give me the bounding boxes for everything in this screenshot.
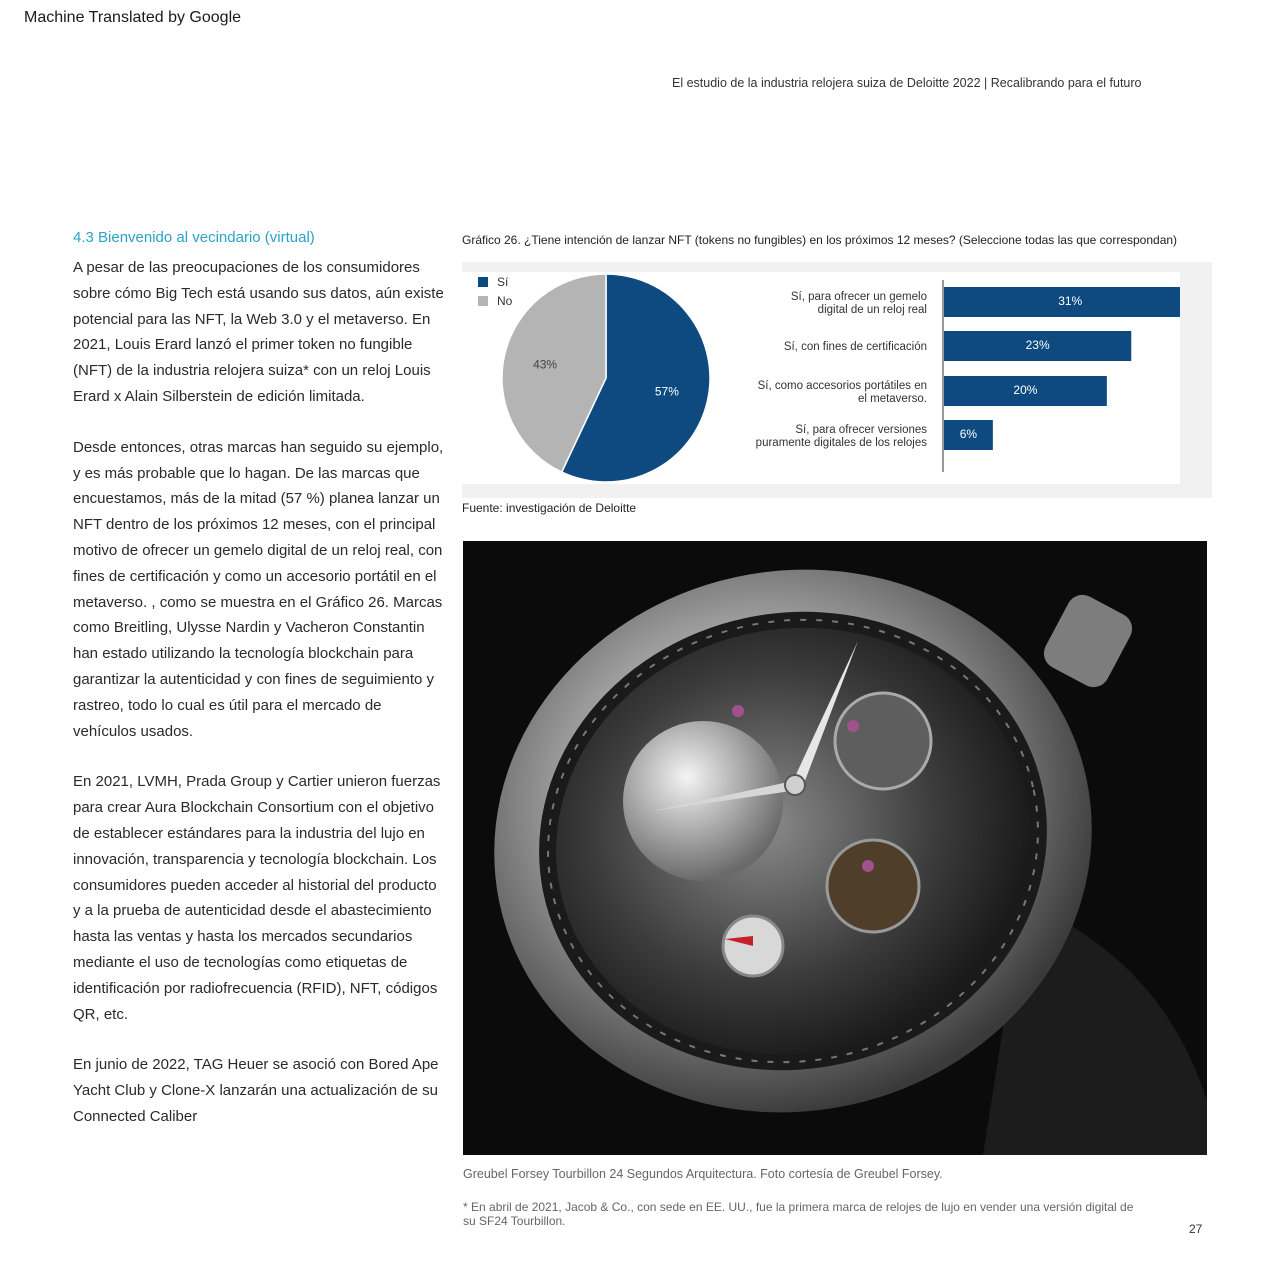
legend-label-1: Sí — [497, 275, 509, 289]
section-title: 4.3 Bienvenido al vecindario (virtual) — [73, 229, 315, 246]
body-column — [73, 255, 445, 1155]
chart-title: Gráfico 26. ¿Tiene intención de lanzar NFT (tokens no fungibles) en los próximos 12 meses? (Seleccione todas las que correspondan) — [462, 233, 1178, 247]
bar-category-label-2: Sí, con fines de certificación — [783, 341, 927, 353]
bar-category-label-4: Sí, para ofrecer versiones puramente digitales de los relojes — [755, 424, 927, 449]
paragraph-3: En 2021, LVMH, Prada Group y Cartier unieron fuerzas para crear Aura Blockchain Consortium con el objetivo de establecer estándares para la industria del lujo en innovación, transparencia y tecnología blockchain. Los consumidores pueden acceder al historial del producto y a la prueba de autenticidad desde el abastecimiento hasta las ventas y hasta los mercados secundarios mediante el uso de tecnologías como etiquetas de identificación por radiofrecuencia (RFID), NFT, códigos QR, etc. — [73, 773, 441, 1023]
legend-label-2: No — [497, 294, 513, 308]
bar-value-label-1: 31% — [1058, 294, 1083, 308]
tourbillon-watch-image — [463, 541, 1207, 1155]
chart-area — [462, 272, 1180, 484]
paragraph-4: En junio de 2022, TAG Heuer se asoció con Bored Ape Yacht Club y Clone-X lanzarán una actualización de su Connected Caliber — [73, 1056, 439, 1125]
footnote: * En abril de 2021, Jacob & Co., con sede en EE. UU., fue la primera marca de relojes de lujo en vender una versión digital de su SF24 Tourbillon. — [463, 1200, 1134, 1228]
machine-translation-banner: Machine Translated by Google — [24, 9, 242, 26]
watch-photo — [463, 541, 1207, 1155]
bar-category-label-1: Sí, para ofrecer un gemelo digital de un reloj real — [790, 291, 927, 316]
bar-value-label-3: 20% — [1013, 383, 1038, 397]
paragraph-2: Desde entonces, otras marcas han seguido su ejemplo, y es más probable que lo hagan. De las marcas que encuestamos, más de la mitad (57 %) planea lanzar un NFT dentro de los próximos 12 meses, con el principal motivo de ofrecer un gemelo digital de un reloj real, con fines de certificación y como un accesorio portátil en el metaverso. , como se muestra en el Gráfico 26. Marcas como Breitling, Ulysse Nardin y Vacheron Constantin han estado utilizando la tecnología blockchain para garantizar la autenticidad y con fines de seguimiento y rastreo, todo lo cual es útil para el mercado de vehículos usados. — [73, 438, 444, 740]
chart-panel — [462, 262, 1212, 498]
nft-chart — [462, 272, 1180, 484]
pie-label-2: 43% — [533, 357, 558, 372]
bar-category-label-3: Sí, como accesorios portátiles en el metaverso. — [757, 380, 927, 405]
legend-swatch-2 — [478, 296, 488, 306]
photo-caption: Greubel Forsey Tourbillon 24 Segundos Arquitectura. Foto cortesía de Greubel Forsey. — [463, 1167, 943, 1181]
pie-label-1: 57% — [654, 384, 679, 399]
page-number: 27 — [1189, 1222, 1203, 1236]
paragraph-1: A pesar de las preocupaciones de los consumidores sobre cómo Big Tech está usando sus datos, aún existe potencial para las NFT, la Web 3.0 y el metaverso. En 2021, Louis Erard lanzó el primer token no fungible (NFT) de la industria relojera suiza* con un reloj Louis Erard x Alain Silberstein de edición limitada. — [73, 259, 444, 405]
legend-swatch-1 — [478, 277, 488, 287]
bar-value-label-2: 23% — [1025, 338, 1050, 352]
bar-value-label-4: 6% — [959, 427, 978, 441]
running-header: El estudio de la industria relojera suiza de Deloitte 2022 | Recalibrando para el futuro — [672, 76, 1142, 90]
chart-source: Fuente: investigación de Deloitte — [462, 501, 637, 515]
